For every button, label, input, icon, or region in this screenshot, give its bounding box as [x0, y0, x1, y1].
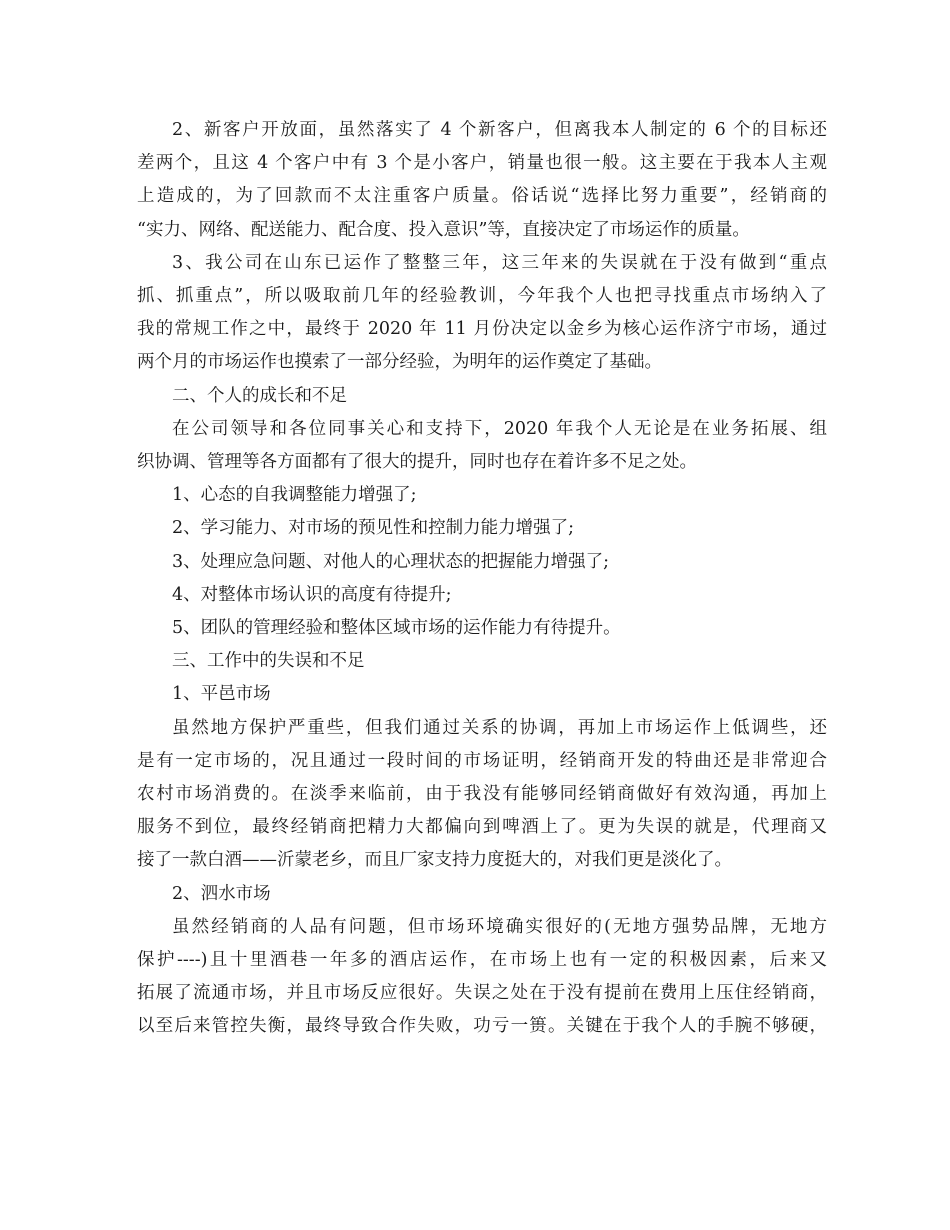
subheading-pingyi-market: 1、平邑市场	[172, 684, 271, 705]
text-line: 保护----)且十里酒巷一年多的酒店运作，在市场上也有一定的积极因素，后来又	[137, 950, 827, 971]
document-body	[137, 114, 827, 1044]
text-line: 2、新客户开放面，虽然落实了 4 个新客户，但离我本人制定的 6 个的目标还	[172, 120, 827, 140]
paragraph-sishui-market	[137, 911, 827, 1044]
section-heading-mistakes: 三、工作中的失误和不足	[172, 651, 365, 672]
paragraph-new-customers	[137, 114, 827, 247]
paragraph-personal-growth	[137, 413, 827, 479]
subheading-sishui-market: 2、泗水市场	[172, 883, 271, 904]
list-item: 1、心态的自我调整能力增强了;	[172, 485, 417, 506]
text-line: 虽然地方保护严重些，但我们通过关系的协调，再加上市场运作上低调些，还	[172, 717, 827, 738]
list-item: 4、对整体市场认识的高度有待提升;	[172, 584, 452, 605]
text-line: 我的常规工作之中，最终于 2020 年 11 月份决定以金乡为核心运作济宁市场，通过	[137, 319, 827, 340]
text-line: 虽然经销商的人品有问题，但市场环境确实很好的(无地方强势品牌，无地方	[172, 916, 827, 937]
text-line: 上造成的，为了回款而不太注重客户质量。俗话说“选择比努力重要”，经销商的	[137, 186, 827, 207]
text-line: 织协调、管理等各方面都有了很大的提升，同时也存在着许多不足之处。	[137, 452, 697, 473]
text-line: 服务不到位，最终经销商把精力大都偏向到啤酒上了。更为失误的就是，代理商又	[137, 817, 827, 838]
text-line: “实力、网络、配送能力、配合度、投入意识”等，直接决定了市场运作的质量。	[137, 219, 750, 240]
text-line: 抓、抓重点”，所以吸取前几年的经验教训，今年我个人也把寻找重点市场纳入了	[137, 286, 827, 307]
text-line: 两个月的市场运作也摸索了一部分经验，为明年的运作奠定了基础。	[137, 352, 662, 373]
text-line: 拓展了流通市场，并且市场反应很好。失误之处在于没有提前在费用上压住经销商，	[137, 983, 827, 1004]
text-line: 农村市场消费的。在淡季来临前，由于我没有能够同经销商做好有效沟通，再加上	[137, 784, 827, 805]
paragraph-shandong-operation	[137, 247, 827, 380]
growth-list	[137, 479, 827, 645]
list-item: 3、处理应急问题、对他人的心理状态的把握能力增强了;	[172, 551, 610, 572]
list-item: 5、团队的管理经验和整体区域市场的运作能力有待提升。	[172, 618, 621, 639]
text-line: 3、我公司在山东已运作了整整三年，这三年来的失误就在于没有做到“重点	[172, 252, 827, 273]
section-heading-personal-growth: 二、个人的成长和不足	[172, 385, 347, 406]
text-line: 在公司领导和各位同事关心和支持下，2020 年我个人无论是在业务拓展、组	[172, 418, 827, 439]
paragraph-pingyi-market	[137, 712, 827, 878]
text-line: 接了一款白酒——沂蒙老乡，而且厂家支持力度挺大的，对我们更是淡化了。	[137, 850, 732, 871]
list-item: 2、学习能力、对市场的预见性和控制力能力增强了;	[172, 518, 575, 539]
text-line: 以至后来管控失衡，最终导致合作失败，功亏一篑。关键在于我个人的手腕不够硬，	[137, 1016, 827, 1037]
text-line: 是有一定市场的，况且通过一段时间的市场证明，经销商开发的特曲还是非常迎合	[137, 750, 827, 771]
text-line: 差两个，且这 4 个客户中有 3 个是小客户，销量也很一般。这主要在于我本人主观	[137, 153, 827, 174]
